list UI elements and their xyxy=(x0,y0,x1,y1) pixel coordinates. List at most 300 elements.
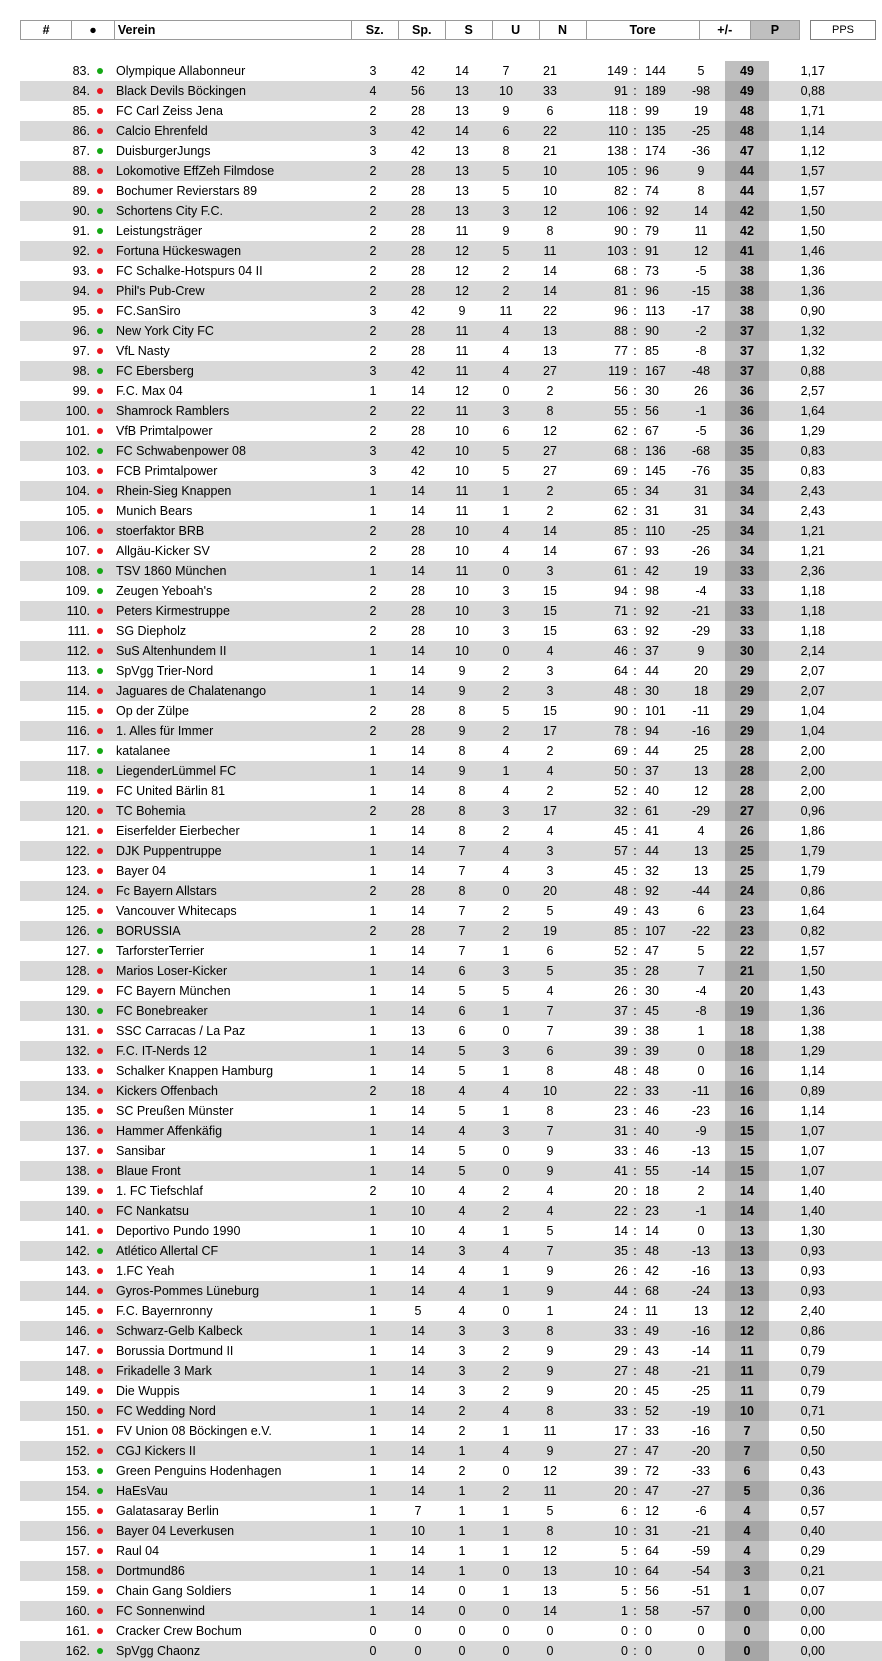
cell-pps: 0,93 xyxy=(800,1264,825,1278)
cell-seasons: 1 xyxy=(369,684,377,698)
goals-separator: : xyxy=(633,1524,637,1538)
cell-losses: 21 xyxy=(543,64,557,78)
cell-wins: 11 xyxy=(455,364,469,378)
cell-pps: 2,36 xyxy=(800,564,825,578)
cell-seasons: 3 xyxy=(369,64,377,78)
table-row xyxy=(20,841,882,861)
status-dot-icon xyxy=(88,1321,112,1341)
table-row xyxy=(20,1581,882,1601)
cell-points: 28 xyxy=(725,761,769,781)
cell-points: 36 xyxy=(725,421,769,441)
cell-goal-diff: 19 xyxy=(694,564,708,578)
table-row xyxy=(20,1461,882,1481)
cell-games: 56 xyxy=(411,84,425,98)
table-row xyxy=(20,341,882,361)
table-row xyxy=(20,1381,882,1401)
status-dot-icon xyxy=(88,581,112,601)
cell-points: 11 xyxy=(725,1361,769,1381)
cell-games: 14 xyxy=(411,664,425,678)
cell-goal-diff: 9 xyxy=(697,644,705,658)
cell-rank: 148. xyxy=(65,1364,90,1378)
cell-draws: 3 xyxy=(502,1324,510,1338)
status-dot-icon xyxy=(88,601,112,621)
cell-seasons: 1 xyxy=(369,1584,377,1598)
cell-seasons: 0 xyxy=(369,1624,377,1638)
cell-rank: 91. xyxy=(72,224,90,238)
cell-losses: 0 xyxy=(546,1624,554,1638)
cell-rank: 153. xyxy=(65,1464,90,1478)
cell-team-name: Frikadelle 3 Mark xyxy=(116,1364,212,1378)
cell-draws: 1 xyxy=(502,1264,510,1278)
table-row xyxy=(20,481,882,501)
cell-draws: 2 xyxy=(502,684,510,698)
status-dot-icon xyxy=(88,1301,112,1321)
cell-team-name: katalanee xyxy=(116,744,171,758)
goals-separator: : xyxy=(633,1544,637,1558)
goals-separator: : xyxy=(633,124,637,138)
cell-goals-for: 1 xyxy=(621,1604,628,1618)
cell-goal-diff: -16 xyxy=(691,1324,711,1338)
cell-wins: 6 xyxy=(458,1004,466,1018)
cell-seasons: 3 xyxy=(369,464,377,478)
cell-team-name: Schwarz-Gelb Kalbeck xyxy=(116,1324,243,1338)
cell-draws: 4 xyxy=(502,844,510,858)
cell-losses: 8 xyxy=(546,404,554,418)
goals-separator: : xyxy=(633,544,637,558)
goals-separator: : xyxy=(633,704,637,718)
cell-wins: 5 xyxy=(458,984,466,998)
status-dot-icon xyxy=(88,381,112,401)
cell-games: 14 xyxy=(411,744,425,758)
table-row xyxy=(20,1481,882,1501)
cell-goals-for: 57 xyxy=(614,844,628,858)
header-goals: Tore xyxy=(586,21,699,40)
table-row xyxy=(20,601,882,621)
cell-goals-against: 45 xyxy=(645,1004,659,1018)
cell-wins: 9 xyxy=(458,764,466,778)
cell-goals-for: 55 xyxy=(614,404,628,418)
cell-losses: 17 xyxy=(543,804,557,818)
cell-goals-for: 29 xyxy=(614,1344,628,1358)
cell-goals-against: 91 xyxy=(645,244,659,258)
cell-losses: 8 xyxy=(546,1064,554,1078)
cell-goals-against: 38 xyxy=(645,1024,659,1038)
cell-goal-diff: 19 xyxy=(694,104,708,118)
cell-games: 18 xyxy=(411,1084,425,1098)
cell-games: 10 xyxy=(411,1184,425,1198)
table-row xyxy=(20,1181,882,1201)
cell-pps: 1,64 xyxy=(800,404,825,418)
cell-rank: 102. xyxy=(65,444,90,458)
cell-goals-for: 39 xyxy=(614,1044,628,1058)
cell-draws: 3 xyxy=(502,804,510,818)
cell-points: 6 xyxy=(725,1461,769,1481)
table-row xyxy=(20,621,882,641)
cell-pps: 1,57 xyxy=(800,184,825,198)
table-row xyxy=(20,821,882,841)
cell-team-name: Fc Bayern Allstars xyxy=(116,884,217,898)
status-dot-icon xyxy=(88,1521,112,1541)
cell-team-name: Deportivo Pundo 1990 xyxy=(116,1224,241,1238)
cell-games: 14 xyxy=(411,384,425,398)
cell-team-name: Cracker Crew Bochum xyxy=(116,1624,242,1638)
cell-rank: 89. xyxy=(72,184,90,198)
cell-goals-for: 138 xyxy=(607,144,628,158)
cell-seasons: 1 xyxy=(369,1124,377,1138)
goals-separator: : xyxy=(633,464,637,478)
cell-draws: 4 xyxy=(502,1084,510,1098)
cell-games: 14 xyxy=(411,1164,425,1178)
cell-goal-diff: 13 xyxy=(694,844,708,858)
goals-separator: : xyxy=(633,804,637,818)
cell-points: 25 xyxy=(725,861,769,881)
cell-seasons: 3 xyxy=(369,304,377,318)
status-dot-icon xyxy=(88,361,112,381)
cell-losses: 6 xyxy=(546,944,554,958)
cell-draws: 6 xyxy=(502,124,510,138)
cell-pps: 1,71 xyxy=(800,104,825,118)
goals-separator: : xyxy=(633,664,637,678)
cell-pps: 1,04 xyxy=(800,724,825,738)
table-row xyxy=(20,121,882,141)
cell-pps: 0,29 xyxy=(800,1544,825,1558)
cell-wins: 10 xyxy=(455,524,469,538)
cell-rank: 90. xyxy=(72,204,90,218)
cell-team-name: Vancouver Whitecaps xyxy=(116,904,237,918)
goals-separator: : xyxy=(633,1184,637,1198)
cell-seasons: 1 xyxy=(369,1424,377,1438)
cell-pps: 0,93 xyxy=(800,1284,825,1298)
cell-goal-diff: -11 xyxy=(692,1084,710,1098)
table-row xyxy=(20,281,882,301)
cell-goal-diff: -76 xyxy=(691,464,711,478)
cell-goals-for: 33 xyxy=(614,1324,628,1338)
cell-losses: 4 xyxy=(546,764,554,778)
goals-separator: : xyxy=(633,584,637,598)
cell-goals-for: 26 xyxy=(614,984,628,998)
status-dot-icon xyxy=(88,1621,112,1641)
cell-seasons: 1 xyxy=(369,1364,377,1378)
cell-goals-for: 119 xyxy=(608,364,628,378)
table-row xyxy=(20,361,882,381)
cell-goal-diff: -14 xyxy=(691,1344,711,1358)
cell-wins: 1 xyxy=(458,1504,466,1518)
goals-separator: : xyxy=(633,304,637,318)
cell-pps: 1,36 xyxy=(800,1004,825,1018)
cell-seasons: 2 xyxy=(369,924,377,938)
cell-wins: 14 xyxy=(455,124,469,138)
cell-goals-against: 47 xyxy=(645,944,659,958)
status-dot-icon xyxy=(88,481,112,501)
cell-games: 28 xyxy=(411,184,425,198)
table-row xyxy=(20,781,882,801)
cell-losses: 3 xyxy=(546,844,554,858)
status-dot-icon xyxy=(88,1421,112,1441)
cell-wins: 3 xyxy=(458,1384,466,1398)
cell-wins: 8 xyxy=(458,824,466,838)
cell-goals-for: 49 xyxy=(614,904,628,918)
cell-goals-against: 93 xyxy=(645,544,659,558)
table-row xyxy=(20,581,882,601)
cell-goals-against: 136 xyxy=(645,444,666,458)
cell-goal-diff: -5 xyxy=(695,264,707,278)
cell-wins: 4 xyxy=(458,1284,466,1298)
goals-separator: : xyxy=(633,564,637,578)
cell-losses: 12 xyxy=(543,204,557,218)
cell-points: 15 xyxy=(725,1141,769,1161)
cell-seasons: 3 xyxy=(369,444,377,458)
cell-draws: 1 xyxy=(502,1504,510,1518)
cell-goal-diff: 13 xyxy=(694,764,708,778)
table-row xyxy=(20,901,882,921)
cell-pps: 1,07 xyxy=(800,1144,825,1158)
cell-losses: 9 xyxy=(546,1144,554,1158)
cell-goals-for: 90 xyxy=(614,224,628,238)
cell-losses: 4 xyxy=(546,824,554,838)
cell-wins: 8 xyxy=(458,804,466,818)
cell-games: 14 xyxy=(411,844,425,858)
cell-pps: 0,07 xyxy=(800,1584,825,1598)
cell-goals-for: 61 xyxy=(614,564,628,578)
cell-pps: 1,64 xyxy=(800,904,825,918)
cell-draws: 2 xyxy=(502,1204,510,1218)
status-dot-icon xyxy=(88,321,112,341)
cell-points: 18 xyxy=(725,1041,769,1061)
cell-draws: 2 xyxy=(502,264,510,278)
cell-rank: 85. xyxy=(72,104,90,118)
cell-goals-against: 48 xyxy=(645,1244,659,1258)
status-dot-icon xyxy=(88,1241,112,1261)
status-dot-icon xyxy=(88,161,112,181)
cell-pps: 0,50 xyxy=(800,1444,825,1458)
cell-points: 27 xyxy=(725,801,769,821)
cell-team-name: CGJ Kickers II xyxy=(116,1444,196,1458)
cell-games: 28 xyxy=(411,204,425,218)
cell-goals-against: 96 xyxy=(645,164,659,178)
cell-wins: 7 xyxy=(458,924,466,938)
cell-losses: 13 xyxy=(543,1564,557,1578)
cell-goals-against: 92 xyxy=(645,624,659,638)
status-dot-icon xyxy=(88,261,112,281)
cell-points: 13 xyxy=(725,1261,769,1281)
cell-seasons: 1 xyxy=(369,1504,377,1518)
cell-rank: 83. xyxy=(72,64,90,78)
header-points: P xyxy=(750,21,799,40)
cell-rank: 99. xyxy=(72,384,90,398)
cell-goal-diff: -36 xyxy=(691,144,711,158)
cell-goal-diff: 12 xyxy=(694,244,708,258)
goals-separator: : xyxy=(633,1444,637,1458)
cell-wins: 1 xyxy=(458,1444,466,1458)
cell-seasons: 2 xyxy=(369,224,377,238)
cell-games: 14 xyxy=(411,644,425,658)
cell-games: 42 xyxy=(411,124,425,138)
cell-team-name: 1. Alles für Immer xyxy=(116,724,214,738)
cell-rank: 144. xyxy=(65,1284,90,1298)
goals-separator: : xyxy=(633,164,637,178)
cell-goal-diff: 11 xyxy=(694,224,708,238)
status-dot-icon xyxy=(88,681,112,701)
cell-goal-diff: -54 xyxy=(691,1564,711,1578)
cell-goal-diff: -1 xyxy=(695,404,707,418)
status-dot-icon xyxy=(88,1601,112,1621)
cell-points: 33 xyxy=(725,581,769,601)
cell-draws: 2 xyxy=(502,1364,510,1378)
cell-team-name: Shamrock Ramblers xyxy=(116,404,230,418)
cell-rank: 156. xyxy=(65,1524,90,1538)
cell-seasons: 1 xyxy=(369,1344,377,1358)
cell-goal-diff: 20 xyxy=(694,664,708,678)
header-wins: S xyxy=(445,21,492,40)
cell-goal-diff: -22 xyxy=(691,924,711,938)
cell-team-name: LiegenderLümmel FC xyxy=(116,764,237,778)
cell-goals-against: 135 xyxy=(645,124,666,138)
cell-losses: 12 xyxy=(543,424,557,438)
cell-pps: 1,50 xyxy=(800,204,825,218)
cell-goals-against: 92 xyxy=(645,604,659,618)
cell-pps: 1,36 xyxy=(800,264,825,278)
cell-goal-diff: -9 xyxy=(695,1124,707,1138)
status-dot-icon xyxy=(88,1201,112,1221)
header-status: ● xyxy=(72,21,115,40)
cell-wins: 0 xyxy=(458,1604,466,1618)
cell-rank: 104. xyxy=(65,484,90,498)
cell-goals-for: 67 xyxy=(614,544,628,558)
cell-losses: 2 xyxy=(546,784,554,798)
cell-team-name: VfB Primtalpower xyxy=(116,424,213,438)
cell-team-name: SC Preußen Münster xyxy=(116,1104,234,1118)
cell-seasons: 2 xyxy=(369,584,377,598)
cell-losses: 12 xyxy=(543,1464,557,1478)
cell-losses: 8 xyxy=(546,224,554,238)
cell-goals-for: 22 xyxy=(614,1084,628,1098)
cell-team-name: FC Schalke-Hotspurs 04 II xyxy=(116,264,263,278)
table-row xyxy=(20,1401,882,1421)
cell-goals-for: 118 xyxy=(608,104,628,118)
cell-goals-for: 85 xyxy=(614,524,628,538)
goals-separator: : xyxy=(633,204,637,218)
cell-goals-against: 11 xyxy=(645,1304,658,1318)
cell-wins: 10 xyxy=(455,444,469,458)
cell-rank: 160. xyxy=(65,1604,90,1618)
cell-pps: 1,79 xyxy=(800,844,825,858)
cell-goals-against: 47 xyxy=(645,1444,659,1458)
cell-pps: 1,57 xyxy=(800,164,825,178)
goals-separator: : xyxy=(633,424,637,438)
cell-losses: 8 xyxy=(546,1524,554,1538)
cell-rank: 151. xyxy=(65,1424,90,1438)
cell-seasons: 1 xyxy=(369,1024,377,1038)
cell-points: 26 xyxy=(725,821,769,841)
cell-draws: 5 xyxy=(502,244,510,258)
cell-points: 35 xyxy=(725,441,769,461)
goals-separator: : xyxy=(633,1084,637,1098)
cell-pps: 2,07 xyxy=(800,664,825,678)
table-row xyxy=(20,261,882,281)
cell-games: 22 xyxy=(411,404,425,418)
cell-team-name: FCB Primtalpower xyxy=(116,464,218,478)
cell-team-name: FC Nankatsu xyxy=(116,1204,189,1218)
cell-pps: 1,14 xyxy=(800,1104,825,1118)
cell-goal-diff: -2 xyxy=(695,324,707,338)
cell-draws: 2 xyxy=(502,904,510,918)
cell-wins: 7 xyxy=(458,864,466,878)
cell-goals-against: 85 xyxy=(645,344,659,358)
goals-separator: : xyxy=(633,984,637,998)
cell-goal-diff: -11 xyxy=(692,704,710,718)
cell-games: 42 xyxy=(411,444,425,458)
cell-draws: 9 xyxy=(502,224,510,238)
cell-goal-diff: 31 xyxy=(694,504,708,518)
cell-rank: 158. xyxy=(65,1564,90,1578)
cell-points: 21 xyxy=(725,961,769,981)
cell-team-name: SG Diepholz xyxy=(116,624,187,638)
cell-games: 14 xyxy=(411,864,425,878)
table-row xyxy=(20,1361,882,1381)
status-dot-icon xyxy=(88,81,112,101)
cell-points: 1 xyxy=(725,1581,769,1601)
status-dot-icon xyxy=(88,941,112,961)
goals-separator: : xyxy=(633,1104,637,1118)
cell-rank: 130. xyxy=(65,1004,90,1018)
cell-draws: 5 xyxy=(502,984,510,998)
cell-goals-for: 41 xyxy=(614,1164,628,1178)
cell-goal-diff: -25 xyxy=(691,124,711,138)
cell-pps: 1,50 xyxy=(800,964,825,978)
cell-team-name: Rhein-Sieg Knappen xyxy=(116,484,232,498)
cell-seasons: 1 xyxy=(369,1404,377,1418)
cell-pps: 0,71 xyxy=(800,1404,825,1418)
cell-goal-diff: -59 xyxy=(691,1544,711,1558)
goals-separator: : xyxy=(633,1044,637,1058)
goals-separator: : xyxy=(633,1464,637,1478)
cell-draws: 7 xyxy=(502,64,510,78)
cell-losses: 13 xyxy=(543,344,557,358)
cell-team-name: VfL Nasty xyxy=(116,344,170,358)
cell-goal-diff: -27 xyxy=(691,1484,711,1498)
cell-wins: 13 xyxy=(455,84,469,98)
cell-rank: 123. xyxy=(65,864,90,878)
cell-pps: 1,14 xyxy=(800,1064,825,1078)
table-row xyxy=(20,1441,882,1461)
cell-points: 3 xyxy=(725,1561,769,1581)
cell-losses: 3 xyxy=(546,684,554,698)
cell-seasons: 2 xyxy=(369,604,377,618)
cell-draws: 1 xyxy=(502,1104,510,1118)
cell-losses: 10 xyxy=(543,1084,557,1098)
cell-rank: 119. xyxy=(66,784,90,798)
table-row xyxy=(20,1641,882,1661)
cell-wins: 8 xyxy=(458,704,466,718)
cell-seasons: 2 xyxy=(369,704,377,718)
cell-draws: 4 xyxy=(502,864,510,878)
cell-goals-for: 56 xyxy=(614,384,628,398)
cell-goal-diff: 4 xyxy=(697,824,705,838)
status-dot-icon xyxy=(88,501,112,521)
cell-rank: 140. xyxy=(65,1204,90,1218)
cell-losses: 9 xyxy=(546,1364,554,1378)
cell-points: 25 xyxy=(725,841,769,861)
cell-pps: 1,79 xyxy=(800,864,825,878)
cell-goals-against: 145 xyxy=(645,464,666,478)
cell-games: 14 xyxy=(411,904,425,918)
cell-goals-against: 79 xyxy=(645,224,659,238)
cell-goal-diff: -57 xyxy=(691,1604,711,1618)
cell-goal-diff: 6 xyxy=(697,904,705,918)
cell-team-name: FC United Bärlin 81 xyxy=(116,784,226,798)
cell-losses: 11 xyxy=(543,1484,557,1498)
cell-team-name: Bayer 04 Leverkusen xyxy=(116,1524,235,1538)
